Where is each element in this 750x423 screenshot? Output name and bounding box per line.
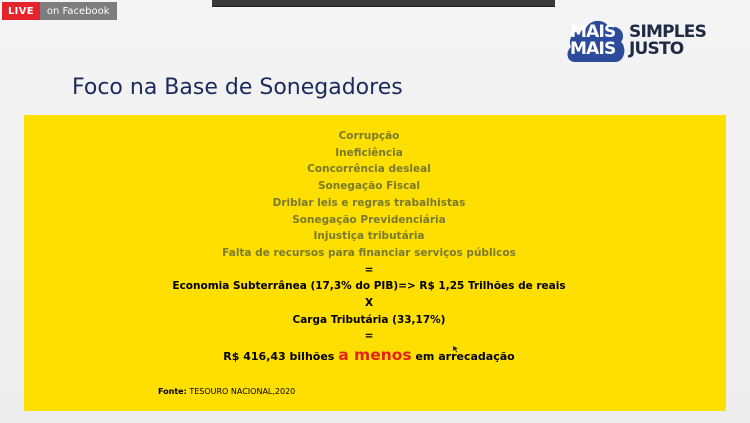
- source-label: Fonte:: [158, 387, 187, 396]
- carga-tributaria: Carga Tributária (33,17%): [292, 313, 446, 326]
- source-value: TESOURO NACIONAL,2020: [189, 387, 296, 396]
- logo-mais-bottom: MAIS: [570, 39, 616, 59]
- live-platform-label: on Facebook: [40, 2, 117, 20]
- item-ineficiencia: Ineficiência: [335, 146, 403, 159]
- result-suffix: em arrecadação: [415, 350, 515, 364]
- live-badge: LIVE: [2, 2, 40, 20]
- logo-justo: JUSTO: [629, 39, 684, 59]
- mouse-cursor-icon: [452, 345, 460, 353]
- result-emphasis: a menos: [338, 346, 412, 365]
- live-indicator[interactable]: [2, 2, 117, 20]
- economia-subterranea: Economia Subterrânea (17,3% do PIB)=> R$ 1,25 Trilhões de reais: [172, 280, 566, 293]
- times-sign: X: [364, 297, 374, 310]
- result-line: [24, 347, 714, 366]
- logo-mais-top: MAIS: [570, 22, 616, 42]
- equals-sign-2: =: [364, 330, 374, 343]
- item-falta-recursos: Falta de recursos para financiar serviços públicos: [222, 246, 516, 259]
- item-corrupcao: Corrupção: [338, 130, 400, 142]
- equals-sign-1: =: [364, 263, 374, 276]
- content-box: [24, 115, 726, 411]
- result-prefix: R$ 416,43 bilhões: [223, 350, 335, 364]
- slide-title: Foco na Base de Sonegadores: [72, 75, 403, 100]
- item-injustica: Injustiça tributária: [313, 230, 425, 243]
- content-text: [24, 128, 714, 366]
- item-sonegacao-previdenciaria: Sonegação Previdenciária: [292, 213, 446, 226]
- source-note: [158, 387, 295, 396]
- shared-screen-top-strip: [212, 0, 555, 7]
- logo-mais-text: [570, 24, 615, 58]
- item-concorrencia: Concorrência desleal: [307, 163, 431, 176]
- logo-simples-justo-text: [629, 24, 706, 58]
- logo-simples: SIMPLES: [629, 22, 707, 42]
- item-driblar-leis: Driblar leis e regras trabalhistas: [272, 196, 466, 209]
- item-sonegacao-fiscal: Sonegação Fiscal: [317, 180, 421, 193]
- mais-simples-mais-justo-logo: [565, 11, 715, 69]
